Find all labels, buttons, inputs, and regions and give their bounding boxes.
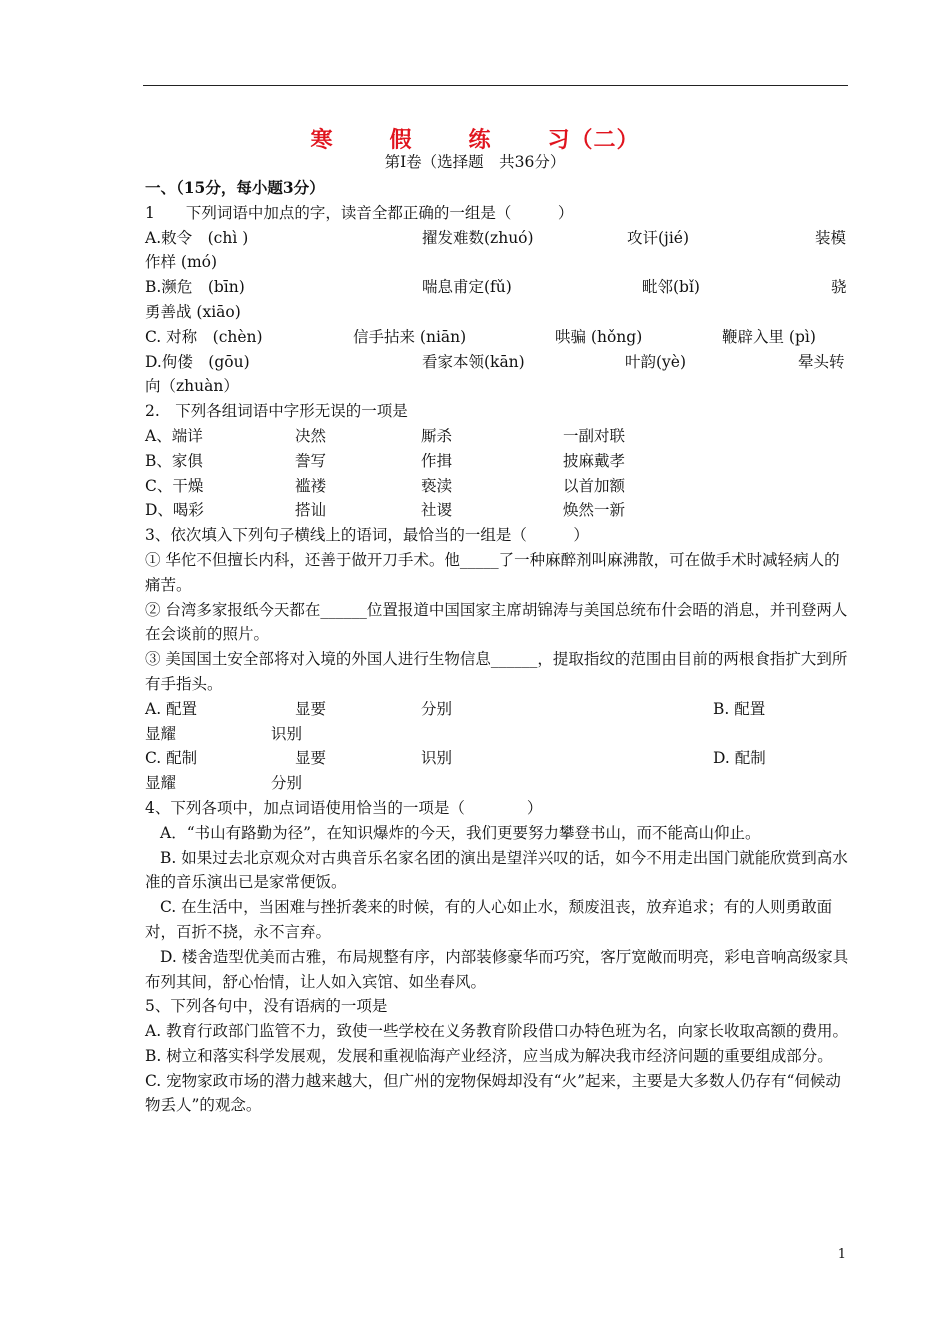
page-number: 1	[837, 1247, 846, 1262]
q3-sentence-1: ① 华佗不但擅长内科，还善于做开刀手术。他_____了一种麻醉剂叫麻沸散，可在做手术时减轻病人的痛苦。	[145, 550, 840, 594]
q1-option-b-cont: 勇善战 (xiāo)	[145, 302, 241, 321]
q2-d-3: 社谡	[421, 501, 453, 520]
q3-b-2: 显耀	[145, 724, 177, 743]
q2-d-2: 搭讪	[295, 501, 327, 520]
q3-b-1: B. 配置	[713, 699, 766, 718]
q3-a-1: A. 配置	[145, 699, 198, 718]
q5-option-c: C. 宠物家政市场的潜力越来越大，但广州的宠物保姆却没有“火”起来，主要是大多数人仍存有“伺候动物丢人”的观念。	[145, 1071, 841, 1115]
q2-row-d	[145, 498, 850, 523]
q3-option-cd	[145, 746, 850, 771]
q2-c-4: 以首加额	[563, 476, 626, 495]
q2-stem: 2. 下列各组词语中字形无误的一项是	[145, 402, 408, 421]
q3-a-2: 显要	[295, 699, 327, 718]
q2-row-a	[145, 424, 850, 449]
q5-stem: 5、下列各句中，没有语病的一项是	[145, 997, 388, 1016]
q4-option-b-text: B. 如果过去北京观众对古典音乐名家名团的演出是望洋兴叹的话，如今不用走出国门就能欣赏到高水准的音乐演出已是家常便饭。	[145, 848, 848, 892]
q3-c-1: C. 配制	[145, 749, 198, 768]
q2-row-b	[145, 449, 850, 474]
q1-d-2: 看家本领(kān)	[422, 352, 525, 371]
q4-option-c-text: C. 在生活中，当困难与挫折袭来的时候，有的人心如止水，颓废沮丧，放弃追求；有的人则勇敢面对，百折不挠，永不言弃。	[145, 898, 833, 941]
q2-a-2: 决然	[295, 426, 327, 445]
q3-c-3: 识别	[421, 749, 453, 768]
q1-option-a	[145, 226, 850, 251]
q3-c-2: 显要	[295, 749, 327, 768]
q3-d-2: 显耀	[145, 774, 177, 793]
q1-b-4: 骁	[831, 278, 847, 297]
q2-b-2: 誊写	[295, 451, 327, 470]
q2-c-3: 亵渎	[421, 476, 453, 495]
title-char-4: 习（二）	[547, 127, 640, 153]
subtitle: 第Ⅰ卷（选择题 共36分）	[384, 153, 566, 171]
q4-option-b	[145, 846, 850, 896]
q2-b-1: B、家俱	[145, 451, 203, 470]
q1-a-4: 装模	[815, 228, 847, 247]
q1-a-3: 攻讦(jié)	[627, 228, 690, 247]
q1-c-2: 信手拈来 (niān)	[353, 327, 467, 346]
q1-option-a-cont: 作样 (mó)	[145, 253, 218, 272]
q1-b-2: 喘息甫定(fǔ)	[422, 278, 512, 297]
document-body	[145, 176, 850, 1118]
q2-a-4: 一副对联	[563, 426, 626, 445]
q5-option-b: B. 树立和落实科学发展观，发展和重视临海产业经济，应当成为解决我市经济问题的重要组成部分。	[145, 1046, 833, 1065]
q1-stem: 1 下列词语中加点的字，读音全都正确的一组是（ ）	[145, 203, 574, 222]
q2-c-2: 褴褛	[295, 476, 327, 495]
q2-b-4: 披麻戴孝	[563, 451, 626, 470]
q4-stem: 4、下列各项中，加点词语使用恰当的一项是（ ）	[145, 798, 543, 817]
q1-a-1: A.敕令 (chì )	[145, 228, 249, 247]
q2-row-c	[145, 474, 850, 499]
title-char-1: 寒	[310, 127, 334, 153]
q3-option-ab	[145, 697, 850, 722]
q3-sentence-2: ② 台湾多家报纸今天都在______位置报道中国国家主席胡锦涛与美国总统布什会晤的消息，并刊登两人在会谈前的照片。	[145, 600, 848, 644]
q1-option-d-cont: 向（zhuàn）	[145, 377, 239, 396]
q1-b-3: 毗邻(bǐ)	[642, 278, 700, 297]
q1-c-1: C. 对称 (chèn)	[145, 327, 263, 346]
q2-d-4: 焕然一新	[563, 501, 626, 520]
q3-stem: 3、依次填入下列句子横线上的语词，最恰当的一组是（ ）	[145, 526, 589, 545]
q3-b-3: 识别	[271, 724, 303, 743]
q2-b-3: 作揖	[421, 451, 453, 470]
q2-a-3: 厮杀	[421, 426, 453, 445]
title-char-2: 假	[389, 127, 413, 153]
q1-option-d	[145, 350, 850, 375]
q4-option-d-text: D. 楼舍造型优美而古雅，布局规整有序，内部装修豪华而巧究，客厅宽敞而明亮，彩电音响高级家具布列其间，舒心怡情，让人如入宾馆、如坐春风。	[145, 947, 849, 991]
q4-option-a: A．“书山有路勤为径”，在知识爆炸的今天，我们更要努力攀登书山，而不能高山仰止。	[160, 823, 761, 842]
q3-sentence-3: ③ 美国国土安全部将对入境的外国人进行生物信息______，提取指纹的范围由目前的两根食指扩大到所有手指头。	[145, 650, 848, 693]
q2-a-1: A、端详	[145, 426, 203, 445]
q4-option-d	[145, 945, 850, 995]
q1-d-1: D.佝偻 (gōu)	[145, 352, 250, 371]
q1-a-2: 擢发难数(zhuó)	[422, 228, 534, 247]
q3-a-3: 分别	[421, 699, 453, 718]
q4-option-c	[145, 895, 850, 945]
q5-option-a: A. 教育行政部门监管不力，致使一些学校在义务教育阶段借口办特色班为名，向家长收取高额的费用。	[145, 1022, 849, 1041]
q1-b-1: B.濒危 (bīn)	[145, 278, 245, 297]
header-rule	[143, 85, 848, 86]
q1-c-4: 鞭辟入里 (pì)	[722, 327, 816, 346]
q3-option-b-cont	[145, 722, 850, 747]
q1-d-4: 晕头转	[798, 352, 845, 371]
q3-d-1: D. 配制	[713, 749, 766, 768]
q1-d-3: 叶韵(yè)	[625, 352, 687, 371]
q1-option-b	[145, 275, 850, 300]
title-char-3: 练	[468, 127, 492, 153]
q1-c-3: 哄骗 (hǒng)	[555, 327, 643, 346]
q2-c-1: C、干燥	[145, 476, 204, 495]
q3-option-d-cont	[145, 771, 850, 796]
q3-d-3: 分别	[271, 774, 303, 793]
section-heading: 一、（15分，每小题3分）	[145, 178, 325, 197]
q2-d-1: D、喝彩	[145, 501, 204, 520]
q1-option-c	[145, 325, 850, 350]
